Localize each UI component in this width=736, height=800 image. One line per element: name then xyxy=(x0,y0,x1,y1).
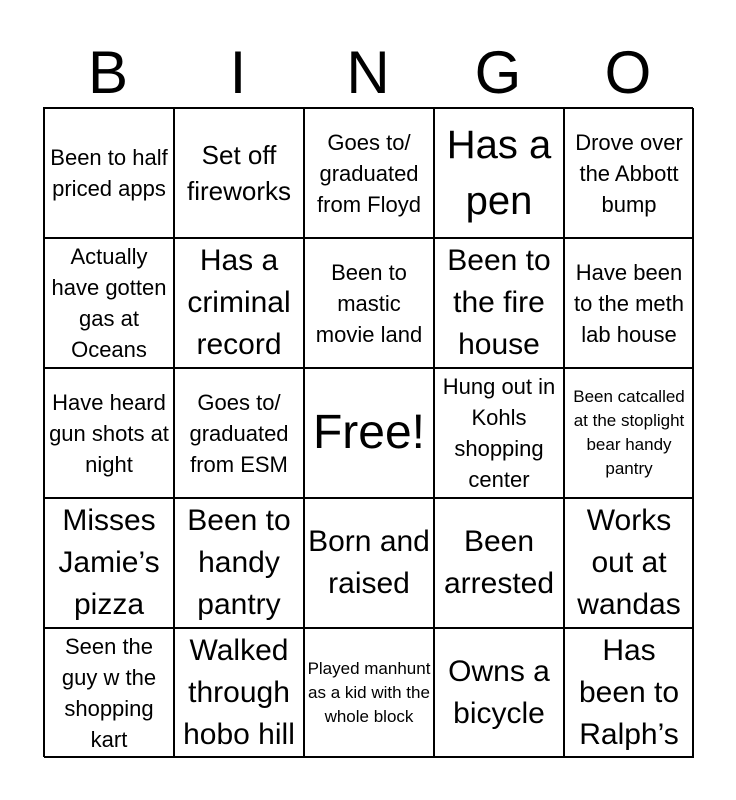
bingo-cell[interactable]: Been to mastic movie land xyxy=(304,238,434,368)
bingo-cell[interactable]: Hung out in Kohls shopping center xyxy=(434,368,564,498)
bingo-cell[interactable]: Works out at wandas xyxy=(564,498,694,628)
header-letter-o: O xyxy=(604,39,652,106)
bingo-cell[interactable]: Actually have gotten gas at Oceans xyxy=(44,238,174,368)
bingo-cell[interactable]: Have heard gun shots at night xyxy=(44,368,174,498)
bingo-cell[interactable]: Been to handy pantry xyxy=(174,498,304,628)
bingo-cell[interactable]: Been to the fire house xyxy=(434,238,564,368)
header-letter-i: I xyxy=(229,39,247,106)
bingo-cell[interactable]: Been arrested xyxy=(434,498,564,628)
bingo-cell[interactable]: Been to half priced apps xyxy=(44,108,174,238)
bingo-cell[interactable]: Owns a bicycle xyxy=(434,628,564,758)
bingo-cell[interactable]: Born and raised xyxy=(304,498,434,628)
bingo-cell[interactable]: Seen the guy w the shopping kart xyxy=(44,628,174,758)
bingo-cell[interactable]: Been catcalled at the stoplight bear handy pantry xyxy=(564,368,694,498)
bingo-cell[interactable]: Walked through hobo hill xyxy=(174,628,304,758)
header-letter-g: G xyxy=(474,39,522,106)
bingo-cell[interactable]: Has been to Ralph’s xyxy=(564,628,694,758)
bingo-cell[interactable]: Goes to/ graduated from Floyd xyxy=(304,108,434,238)
bingo-card xyxy=(43,107,693,757)
bingo-cell[interactable]: Has a criminal record xyxy=(174,238,304,368)
header-letter-n: N xyxy=(346,39,390,106)
bingo-cell[interactable]: Has a pen xyxy=(434,108,564,238)
bingo-free-space[interactable]: Free! xyxy=(304,368,434,498)
bingo-cell[interactable]: Set off fireworks xyxy=(174,108,304,238)
bingo-cell[interactable]: Goes to/ graduated from ESM xyxy=(174,368,304,498)
bingo-header xyxy=(43,40,693,106)
bingo-cell[interactable]: Misses Jamie’s pizza xyxy=(44,498,174,628)
header-letter-b: B xyxy=(87,39,129,106)
bingo-cell[interactable]: Drove over the Abbott bump xyxy=(564,108,694,238)
bingo-cell[interactable]: Played manhunt as a kid with the whole block xyxy=(304,628,434,758)
bingo-cell[interactable]: Have been to the meth lab house xyxy=(564,238,694,368)
